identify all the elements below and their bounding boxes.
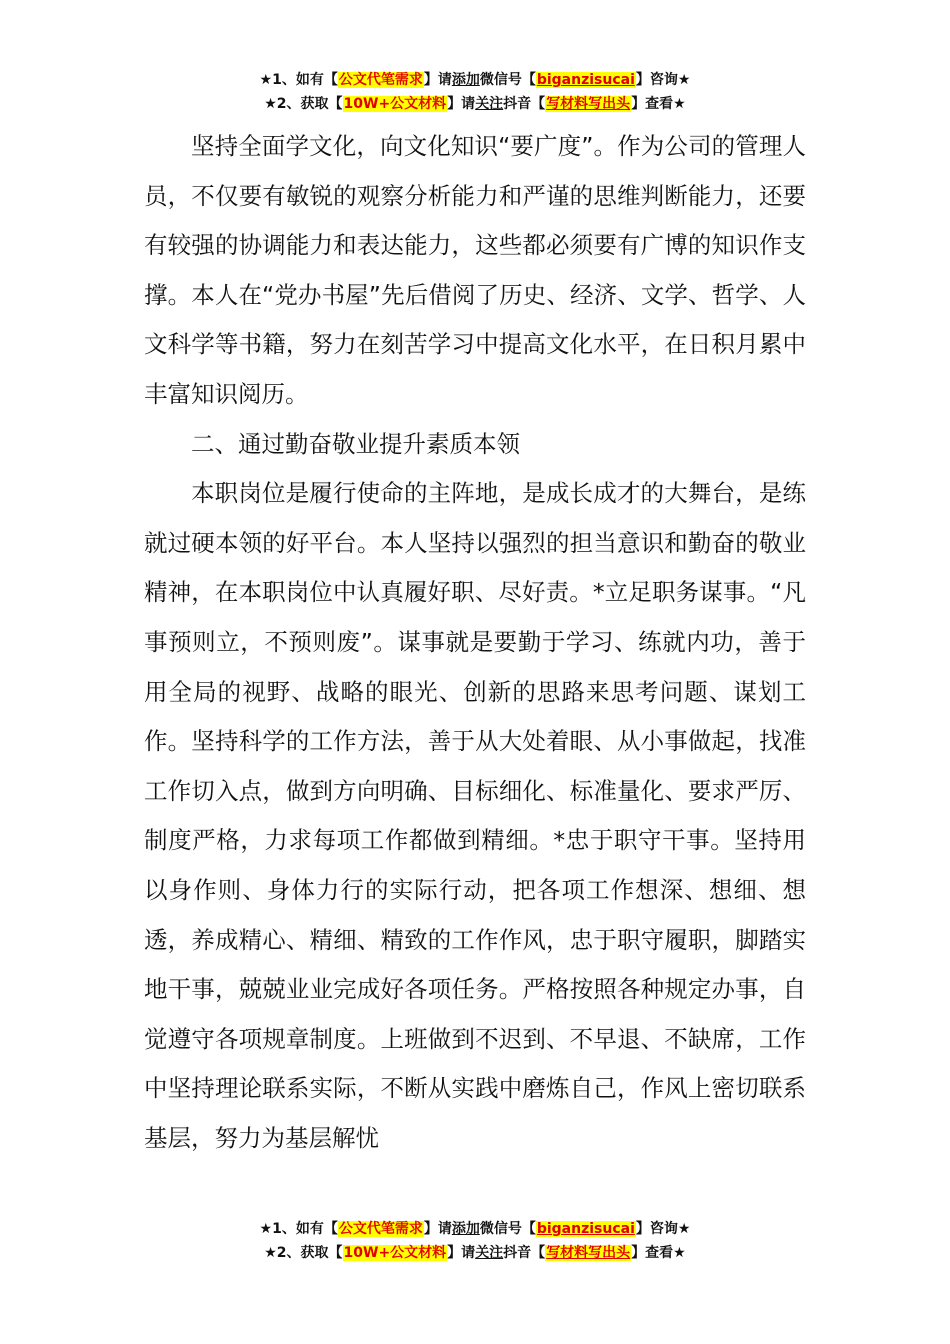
promo-wechat-id: biganzisucai <box>536 1221 635 1237</box>
promo-line-1 <box>0 68 950 92</box>
promo-douyin-account: 写材料写出头 <box>546 1245 631 1261</box>
promo-text: 抖音【 <box>503 1245 546 1261</box>
section-heading: 二、通过勤奋敬业提升素质本领 <box>191 429 520 458</box>
promo-text: ★1、如有【 <box>259 72 338 88</box>
promo-highlight: 10W+公文材料 <box>343 1245 447 1261</box>
promo-text: 】请 <box>423 1221 452 1237</box>
promo-line-1 <box>0 1217 950 1241</box>
promo-line-2 <box>0 92 950 116</box>
promo-text: ★1、如有【 <box>259 1221 338 1237</box>
promo-text: 】咨询★ <box>635 72 691 88</box>
promo-underlined: 添加 <box>451 72 480 88</box>
promo-text: 】查看★ <box>631 96 686 112</box>
document-body <box>144 122 806 1163</box>
promo-highlight: 10W+公文材料 <box>343 96 447 112</box>
promo-line-2 <box>0 1241 950 1265</box>
promo-text: 】请 <box>423 72 452 88</box>
promo-highlight: 公文代笔需求 <box>338 1221 423 1237</box>
promo-text: 微信号【 <box>479 1221 536 1237</box>
paragraph-dedication: 本职岗位是履行使命的主阵地，是成长成才的大舞台，是练就过硬本领的好平台。本人坚持以强烈的担当意识和勤奋的敬业精神，在本职岗位中认真履好职、尽好责。*立足职务谋事。“凡事预则立，不预则废”。谋事就是要勤于学习、练就内功，善于用全局的视野、战略的眼光、创新的思路来思考问题、谋划工作。坚持科学的工作方法，善于从大处着眼、从小事做起，找准工作切入点，做到方向明确、目标细化、标准量化、要求严厉、制度严格，力求每项工作都做到精细。*忠于职守干事。坚持用以身作则、身体力行的实际行动，把各项工作想深、想细、想透，养成精心、精细、精致的工作作风，忠于职守履职，脚踏实地干事，兢兢业业完成好各项任务。严格按照各种规定办事，自觉遵守各项规章制度。上班做到不迟到、不早退、不缺席，工作中坚持理论联系实际，不断从实践中磨炼自己，作风上密切联系基层，努力为基层解忧 <box>144 479 806 1152</box>
promo-text: 】请 <box>447 96 476 112</box>
promo-underlined: 关注 <box>475 96 504 112</box>
promo-text: 】咨询★ <box>635 1221 691 1237</box>
paragraph-culture: 坚持全面学文化，向文化知识“要广度”。作为公司的管理人员，不仅要有敏锐的观察分析能力和严谨的思维判断能力，还要有较强的协调能力和表达能力，这些都必须要有广博的知识作支撑。本人在“党办书屋”先后借阅了历史、经济、文学、哲学、人文科学等书籍，努力在刻苦学习中提高文化水平，在日积月累中丰富知识阅历。 <box>144 132 806 408</box>
bottom-promo-banner <box>0 1217 950 1265</box>
promo-text: ★2、获取【 <box>264 96 343 112</box>
promo-underlined: 关注 <box>475 1245 504 1261</box>
promo-text: 微信号【 <box>479 72 536 88</box>
top-promo-banner <box>0 68 950 116</box>
promo-highlight: 公文代笔需求 <box>338 72 423 88</box>
promo-text: 】请 <box>447 1245 476 1261</box>
promo-wechat-id: biganzisucai <box>536 72 635 88</box>
promo-text: 抖音【 <box>503 96 546 112</box>
promo-douyin-account: 写材料写出头 <box>546 96 631 112</box>
promo-underlined: 添加 <box>451 1221 480 1237</box>
promo-text: 】查看★ <box>631 1245 686 1261</box>
promo-text: ★2、获取【 <box>264 1245 343 1261</box>
